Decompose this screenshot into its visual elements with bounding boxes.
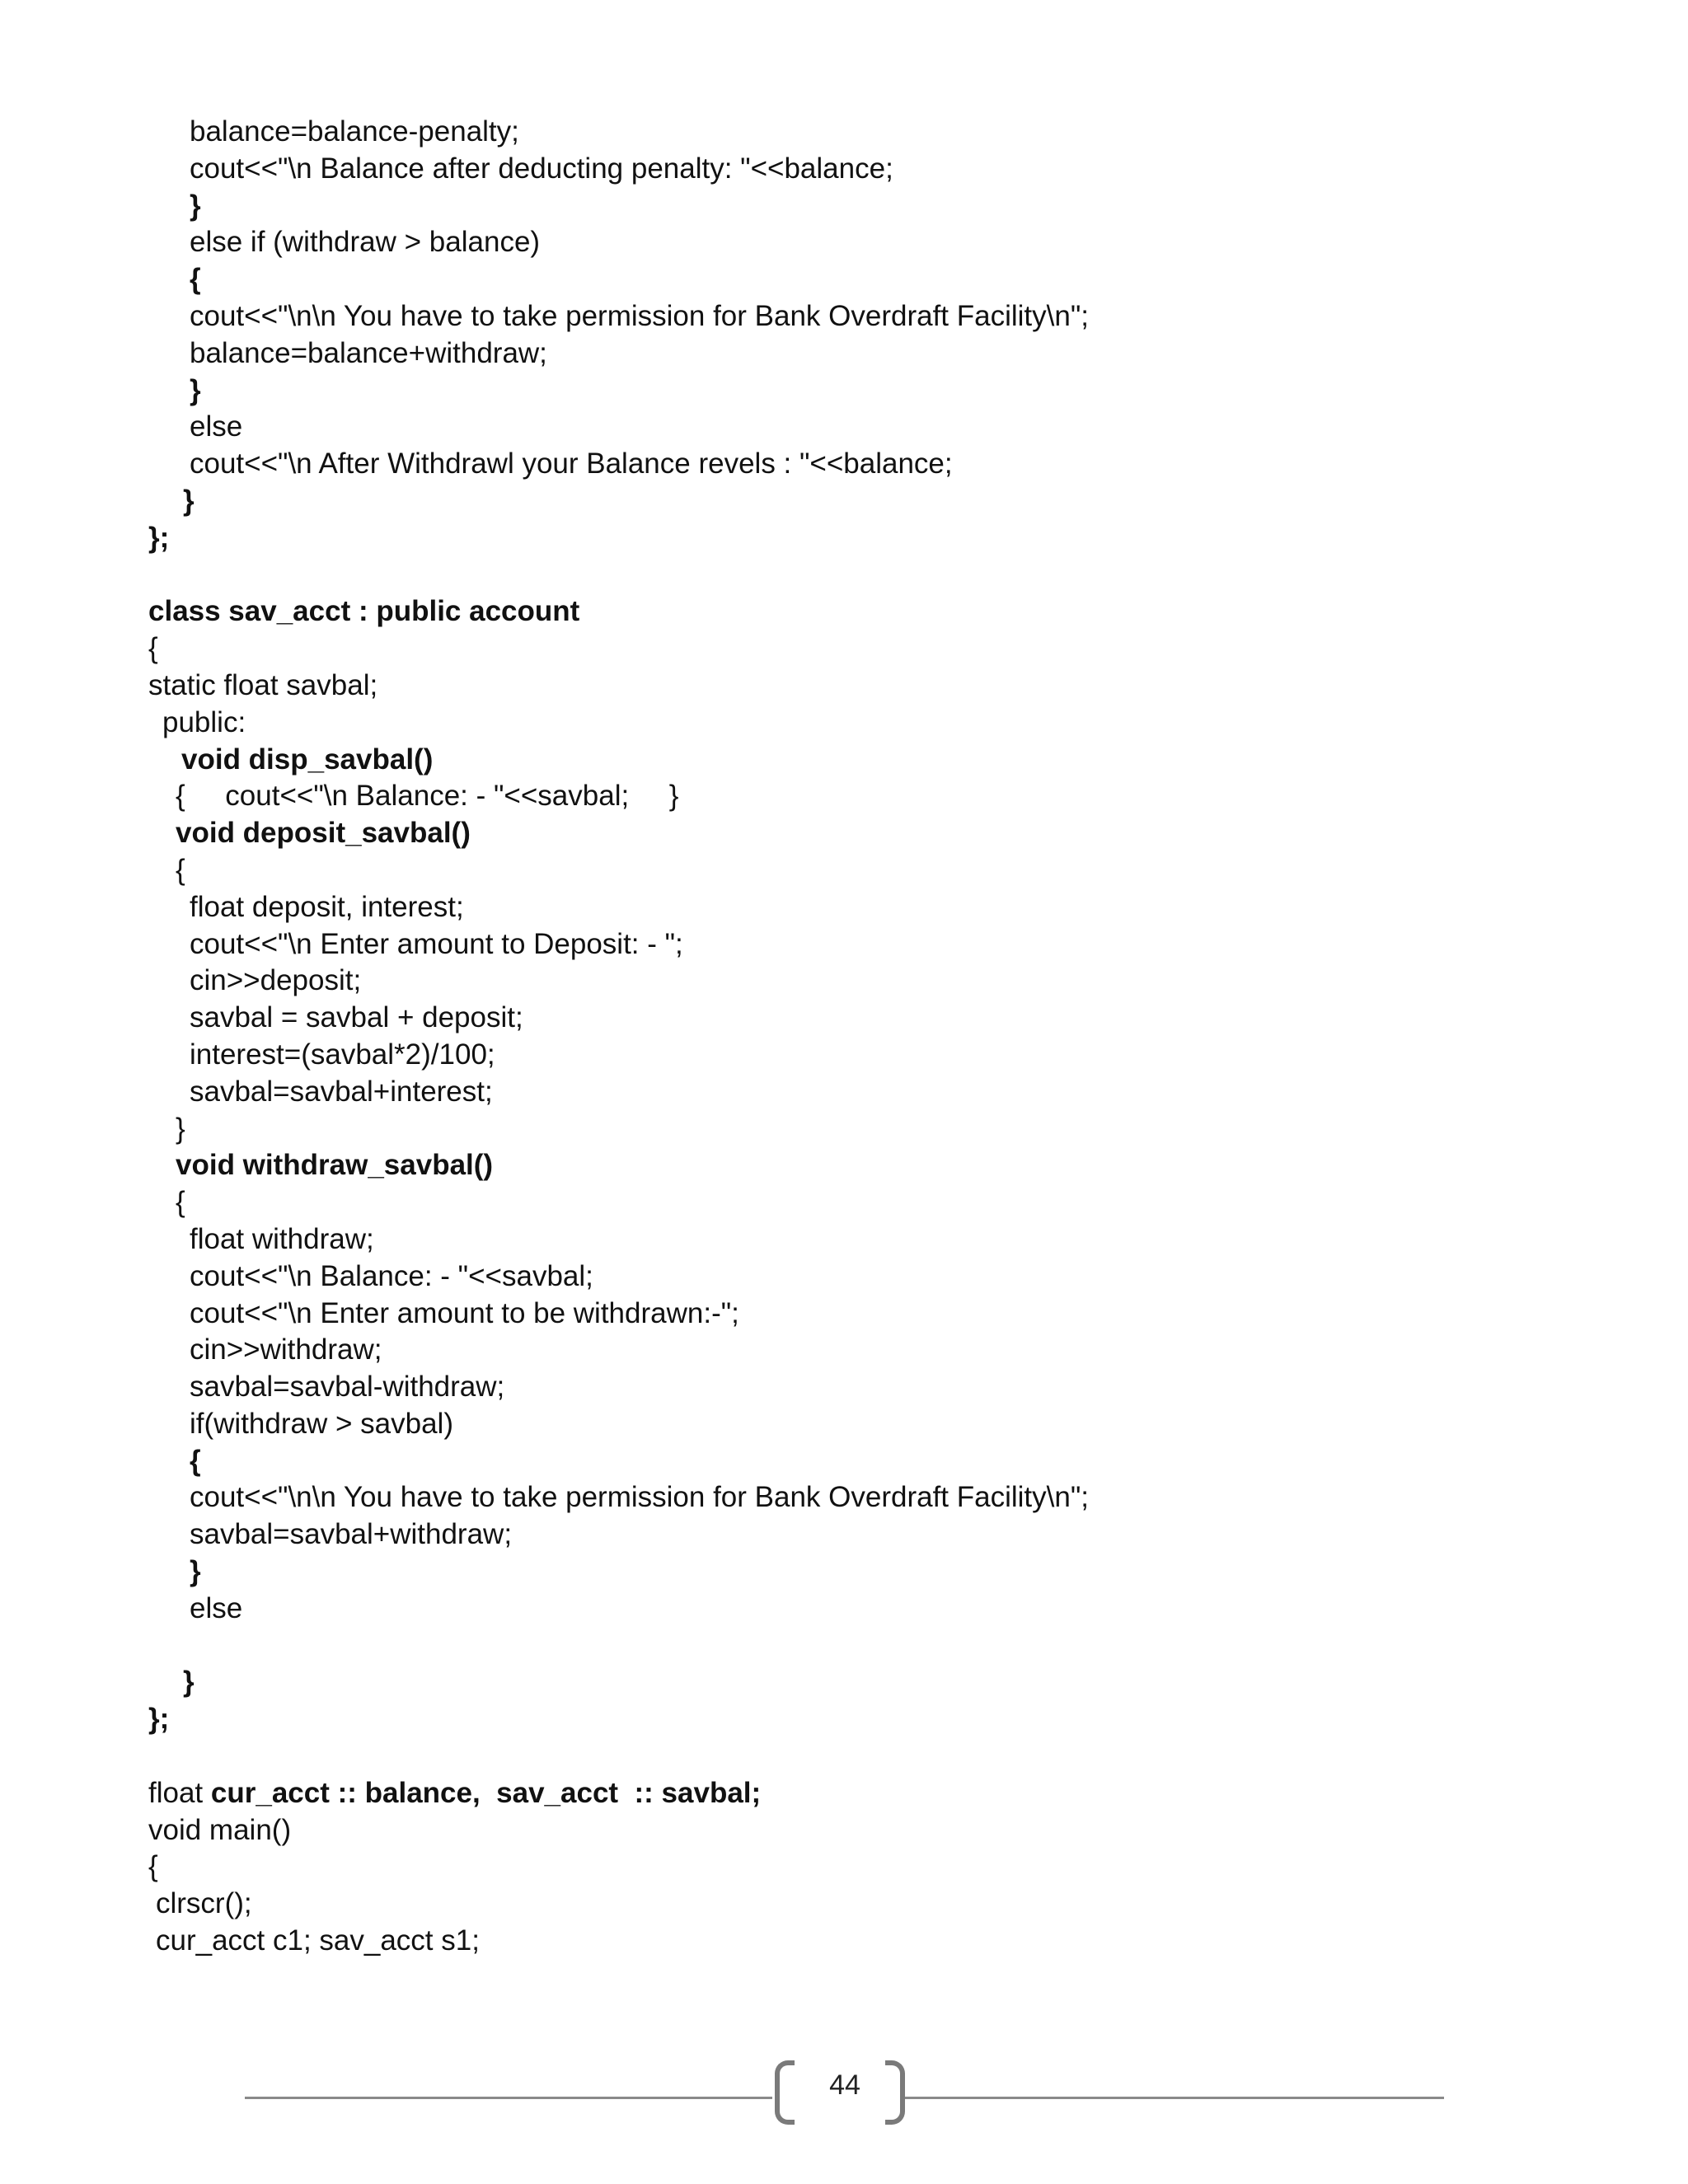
code-text: }	[190, 373, 201, 406]
code-line	[0, 852, 1688, 889]
code-line	[0, 1332, 1688, 1369]
code-line	[0, 1369, 1688, 1406]
code-line	[0, 1406, 1688, 1443]
code-text: }	[190, 189, 201, 222]
code-text: cout<<"\n\n You have to take permission for Bank Overdraft Facility\n";	[190, 1481, 1089, 1514]
code-line	[0, 1296, 1688, 1333]
code-line	[0, 520, 1688, 557]
code-text: cout<<"\n Enter amount to be withdrawn:-";	[190, 1296, 739, 1329]
code-line	[0, 1886, 1688, 1923]
code-listing	[0, 114, 1688, 1960]
code-text: }	[183, 484, 195, 517]
code-text: {	[148, 632, 158, 665]
code-text-bold: cur_acct :: balance, sav_acct :: savbal;	[210, 1776, 762, 1809]
code-text: }	[183, 1666, 195, 1699]
code-text: }	[190, 1555, 201, 1588]
code-text: else if (withdraw > balance)	[190, 226, 541, 259]
code-line	[0, 1591, 1688, 1628]
code-text: if(withdraw > savbal)	[190, 1407, 453, 1440]
code-text: savbal = savbal + deposit;	[190, 1001, 523, 1034]
code-line	[0, 409, 1688, 446]
code-text: savbal=savbal-withdraw;	[190, 1371, 505, 1404]
footer-rule-right	[900, 2097, 1444, 2099]
code-line	[0, 1147, 1688, 1184]
code-text: cur_acct c1; sav_acct s1;	[156, 1924, 480, 1957]
code-text: interest=(savbal*2)/100;	[190, 1038, 495, 1071]
code-text: cout<<"\n Enter amount to Deposit: - ";	[190, 927, 683, 960]
code-text: {	[190, 1444, 201, 1477]
page-footer	[0, 2060, 1688, 2135]
blank-line	[0, 557, 1688, 594]
code-line	[0, 593, 1688, 630]
code-line	[0, 335, 1688, 373]
code-text: cout<<"\n Balance after deducting penalty: "<<balance;	[190, 152, 893, 185]
code-line	[0, 1221, 1688, 1258]
blank-line	[0, 1738, 1688, 1775]
code-text: cout<<"\n After Withdrawl your Balance revels : "<<balance;	[190, 448, 953, 480]
code-line	[0, 963, 1688, 1000]
code-text: float withdraw;	[190, 1222, 374, 1255]
code-text: savbal=savbal+interest;	[190, 1075, 493, 1108]
code-text: {	[176, 1186, 185, 1219]
code-text: void main()	[148, 1813, 292, 1846]
code-text: {	[176, 853, 185, 886]
code-text: cin>>deposit;	[190, 964, 362, 997]
code-line	[0, 668, 1688, 705]
code-line	[0, 1554, 1688, 1591]
code-text: };	[148, 521, 170, 554]
code-text: { cout<<"\n Balance: - "<<savbal; }	[176, 780, 679, 813]
code-line	[0, 1923, 1688, 1960]
code-text: void deposit_savbal()	[176, 817, 471, 850]
code-text: cout<<"\n\n You have to take permission for Bank Overdraft Facility\n";	[190, 299, 1089, 332]
page-number: 44	[829, 2069, 860, 2101]
code-text: {	[190, 263, 201, 296]
code-line	[0, 151, 1688, 188]
code-line	[0, 114, 1688, 151]
code-text: }	[176, 1112, 185, 1145]
code-text: float	[148, 1776, 211, 1809]
code-line	[0, 1184, 1688, 1221]
code-line	[0, 630, 1688, 668]
code-line	[0, 705, 1688, 742]
code-text: balance=balance-penalty;	[190, 115, 519, 148]
code-text: };	[148, 1703, 170, 1736]
code-text: class sav_acct : public account	[148, 595, 580, 628]
code-text: void disp_savbal()	[181, 743, 434, 776]
code-line	[0, 1664, 1688, 1701]
code-text: cin>>withdraw;	[190, 1333, 382, 1366]
code-text: balance=balance+withdraw;	[190, 336, 547, 369]
code-line	[0, 1516, 1688, 1554]
code-line	[0, 889, 1688, 926]
code-line	[0, 1775, 1688, 1812]
code-text: else	[190, 1591, 243, 1624]
code-line	[0, 1701, 1688, 1738]
code-line	[0, 1443, 1688, 1480]
left-brace-ornament	[775, 2060, 795, 2125]
code-line	[0, 1074, 1688, 1111]
code-text: else	[190, 410, 243, 443]
code-line	[0, 446, 1688, 483]
code-line	[0, 188, 1688, 225]
code-line	[0, 483, 1688, 520]
code-text: cout<<"\n Balance: - "<<savbal;	[190, 1259, 593, 1292]
blank-line	[0, 1628, 1688, 1665]
code-text: float deposit, interest;	[190, 890, 464, 923]
code-text: {	[148, 1850, 158, 1883]
code-line	[0, 1849, 1688, 1886]
code-line	[0, 298, 1688, 335]
code-text: public:	[162, 705, 246, 738]
code-text: void withdraw_savbal()	[176, 1149, 494, 1182]
code-text: savbal=savbal+withdraw;	[190, 1518, 513, 1551]
code-line	[0, 1258, 1688, 1296]
code-line	[0, 373, 1688, 410]
code-line	[0, 261, 1688, 298]
code-line	[0, 815, 1688, 852]
code-text: static float savbal;	[148, 668, 378, 701]
code-line	[0, 224, 1688, 261]
code-line	[0, 926, 1688, 963]
code-line	[0, 778, 1688, 815]
code-line	[0, 1000, 1688, 1037]
code-line	[0, 1479, 1688, 1516]
code-line	[0, 1111, 1688, 1148]
code-line	[0, 1812, 1688, 1849]
code-line	[0, 742, 1688, 779]
code-line	[0, 1037, 1688, 1074]
code-text: clrscr();	[156, 1887, 252, 1920]
footer-rule-left	[245, 2097, 772, 2099]
